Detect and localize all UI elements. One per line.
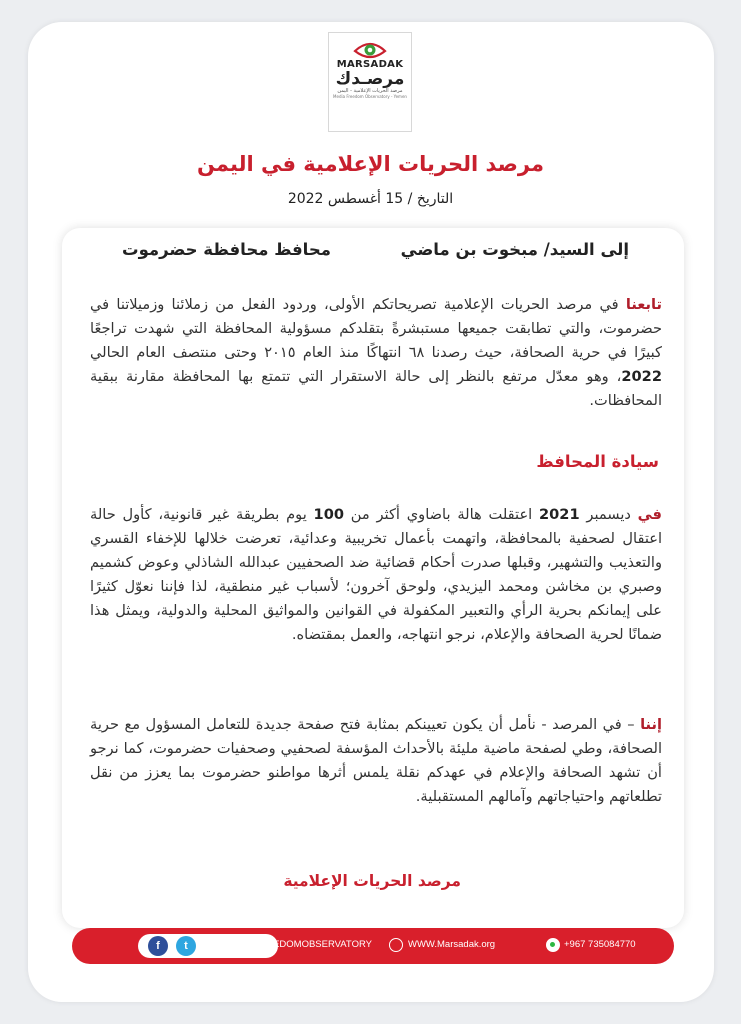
logo-subtitle-en: Media Freedom Observatory - Yemen: [333, 94, 407, 99]
social-handle[interactable]: MEDIAFREEDOMOBSERVATORY: [224, 939, 372, 950]
logo-name-ar: مرصـدك: [335, 69, 405, 89]
contact-footer-bar: [72, 928, 674, 964]
paragraph-2-number: 100: [313, 506, 345, 523]
paragraph-2-text-b: اعتقلت هالة باضاوي أكثر من: [344, 506, 539, 523]
facebook-icon[interactable]: f: [148, 936, 168, 956]
marsadak-logo: [328, 32, 412, 132]
paragraph-2-year: 2021: [539, 506, 580, 523]
twitter-icon[interactable]: t: [176, 936, 196, 956]
paragraph-1-end: ، وهو معدّل مرتفع بالنظر إلى حالة الاستقرار التي تتمتع بها المحافظة مقارنة ببقية المحافظات.: [90, 368, 662, 409]
paragraph-1-text: في مرصد الحريات الإعلامية تصريحاتكم الأولى، وردود الفعل من زملائنا وزميلاتنا في حضرموت، والتي تطابقت جميعها مستبشرةً بتقلدكم مسؤولية المحافظة التي شهدت تراجعًا كبيرًا في حرية الصحافة، حيث رصدنا ٦٨ انتهاكًا منذ العام ٢٠١٥ وحتى منتصف العام الحالي: [90, 296, 662, 361]
eye-logo-icon: [353, 39, 387, 61]
phone-number[interactable]: +967 735084770: [564, 939, 636, 950]
paragraph-2-text-a: ديسمبر: [579, 506, 638, 523]
letter-date: التاريخ / 15 أغسطس 2022: [287, 191, 454, 207]
signature: مرصد الحريات الإعلامية: [283, 872, 461, 890]
paragraph-1: [90, 293, 662, 413]
paragraph-2-lead: في: [637, 506, 662, 523]
paragraph-2-text-c: يوم بطريقة غير قانونية، كأول حالة اعتقال لصحفية بالمحافظة، واتهمت بأعمال تخريبية وعدائية، تعرضت خلالها للإخفاء القسري والتعذيب والتشهير، وقبلها صدرت أحكام قضائية ضد الصحفيين عبدالله الشاذلي وعوض كشميم وصبري بن مخاشن ومحمد اليزيدي، ولوحق آخرون؛ لأسباب غير منطقية، لذا فإننا نعوّل كثيرًا على إيمانكم بحرية الرأي والتعبير المكفولة في القوانين والمواثيق المحلية والدولية، ويمثل هذا ضمانًا لحرية الصحافة والإعلام، نرجو انتهاجه، والعمل بمقتضاه.: [90, 506, 662, 643]
paragraph-3-lead: إننا: [640, 716, 662, 733]
globe-icon: [389, 938, 403, 952]
page-title: مرصد الحريات الإعلامية في اليمن: [197, 152, 544, 176]
logo-subtitle-ar: مرصد الحريات الإعلامية - اليمن: [337, 88, 403, 94]
whatsapp-icon: [546, 938, 560, 952]
website-link[interactable]: WWW.Marsadak.org: [408, 939, 496, 950]
paragraph-3: [90, 713, 662, 809]
paragraph-2: [90, 503, 662, 647]
paragraph-1-lead: تابعنا: [625, 296, 662, 313]
paragraph-3-text: – في المرصد - نأمل أن يكون تعيينكم بمثابة فتح صفحة جديدة للتعامل المسؤول مع حرية الصحافة، وطي لصفحة ماضية مليئة بالأحداث المؤسفة لصحفيي وصحفيات حضرموت، كما نرجو أن تشهد الصحافة والإعلام في عهدكم نقلة يلمس أثرها مواطنو حضرموت بما يعزز من نقل تطلعاتهم واحتياجاتهم وآمالهم المستقبلية.: [90, 716, 662, 805]
recipient-title: محافظ محافظة حضرموت: [121, 240, 331, 259]
section-heading: سيادة المحافظ: [536, 452, 659, 471]
logo-name-en: MARSADAK: [336, 59, 404, 70]
recipient-name: إلى السيد/ مبخوت بن ماضي: [400, 240, 629, 259]
paragraph-1-year: 2022: [621, 368, 662, 385]
